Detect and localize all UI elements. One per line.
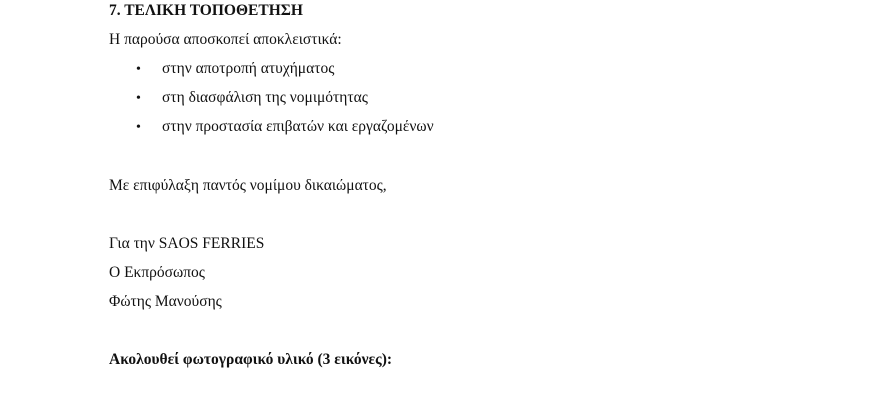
attachments-note: Ακολουθεί φωτογραφικό υλικό (3 εικόνες): — [109, 351, 393, 368]
bullet-icon: • — [136, 120, 141, 135]
section-heading: 7. ΤΕΛΙΚΗ ΤΟΠΟΘΕΤΗΣΗ — [109, 2, 303, 19]
bullet-list-item — [136, 88, 368, 109]
bullet-text: στην προστασία επιβατών και εργαζομένων — [162, 118, 434, 135]
signature-role: Ο Εκπρόσωπος — [109, 264, 205, 281]
bullet-list-item — [136, 117, 434, 138]
bullet-text: στην αποτροπή ατυχήματος — [162, 60, 335, 77]
signature-company: Για την SAOS FERRIES — [109, 235, 265, 252]
intro-text: Η παρούσα αποσκοπεί αποκλειστικά: — [109, 31, 342, 48]
bullet-icon: • — [136, 91, 141, 106]
reservation-text: Με επιφύλαξη παντός νομίμου δικαιώματος, — [109, 177, 387, 194]
signature-name: Φώτης Μανούσης — [109, 293, 222, 310]
bullet-icon: • — [136, 62, 141, 77]
bullet-list-item — [136, 59, 334, 80]
bullet-text: στη διασφάλιση της νομιμότητας — [162, 89, 368, 106]
